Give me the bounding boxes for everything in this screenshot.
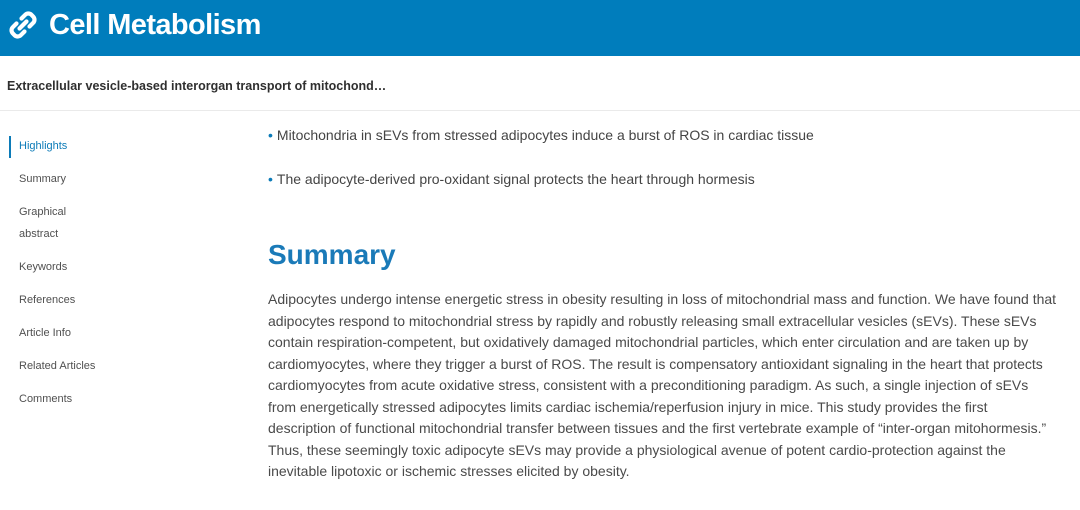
article-title-bar: [0, 56, 1080, 111]
bullet-icon: •: [268, 127, 273, 143]
bullet-icon: •: [268, 171, 273, 187]
active-section-indicator: [9, 136, 11, 158]
summary-heading: Summary: [268, 239, 396, 270]
nav-item-graphical-abstract-line2[interactable]: abstract: [19, 228, 59, 240]
nav-item-comments[interactable]: Comments: [19, 393, 73, 405]
nav-item-summary[interactable]: Summary: [19, 173, 67, 185]
highlight-text: The adipocyte-derived pro-oxidant signal protects the heart through hormesis: [276, 171, 755, 187]
highlight-text: Mitochondria in sEVs from stressed adipocytes induce a burst of ROS in cardiac tissue: [276, 127, 814, 143]
article-section-nav: [0, 111, 200, 510]
nav-item-article-info[interactable]: Article Info: [19, 327, 71, 339]
journal-header: [0, 0, 1080, 56]
summary-paragraph: Adipocytes undergo intense energetic stress in obesity resulting in loss of mitochondrial mass and function. We have found that adipocytes respond to mitochondrial stress by rapidly and robustly releasing small extracellular vesicles (sEVs). These sEVs contain respiration-competent, but oxidatively damaged mitochondrial particles, which enter circulation and are taken up by cardiomyocytes, where they trigger a burst of ROS. The result is compensatory antioxidant signaling in the heart that protects cardiomyocytes from acute oxidative stress, consistent with a preconditioning paradigm. As such, a single injection of sEVs from energetically stressed adipocytes limits cardiac ischemia/reperfusion injury in mice. This study provides the first description of functional mitochondrial transfer between tissues and the first vertebrate example of “inter-organ mitohormesis.” Thus, these seemingly toxic adipocyte sEVs may provide a physiological avenue of potent cardio-protection against the inevitable lipotoxic or ischemic stresses elicited by obesity.: [268, 291, 1057, 479]
nav-item-keywords[interactable]: Keywords: [19, 261, 68, 273]
journal-name: Cell Metabolism: [49, 9, 261, 41]
nav-item-references[interactable]: References: [19, 294, 76, 306]
cell-press-link-icon: [8, 10, 38, 40]
nav-item-highlights[interactable]: Highlights: [19, 140, 68, 152]
nav-item-graphical-abstract-line1[interactable]: Graphical: [19, 206, 67, 218]
nav-item-related-articles[interactable]: Related Articles: [19, 360, 96, 372]
article-title: Extracellular vesicle-based interorgan transport of mitochond…: [7, 79, 387, 93]
highlight-item: [268, 127, 814, 143]
journal-brand[interactable]: [8, 8, 261, 42]
highlight-item: [268, 171, 755, 187]
